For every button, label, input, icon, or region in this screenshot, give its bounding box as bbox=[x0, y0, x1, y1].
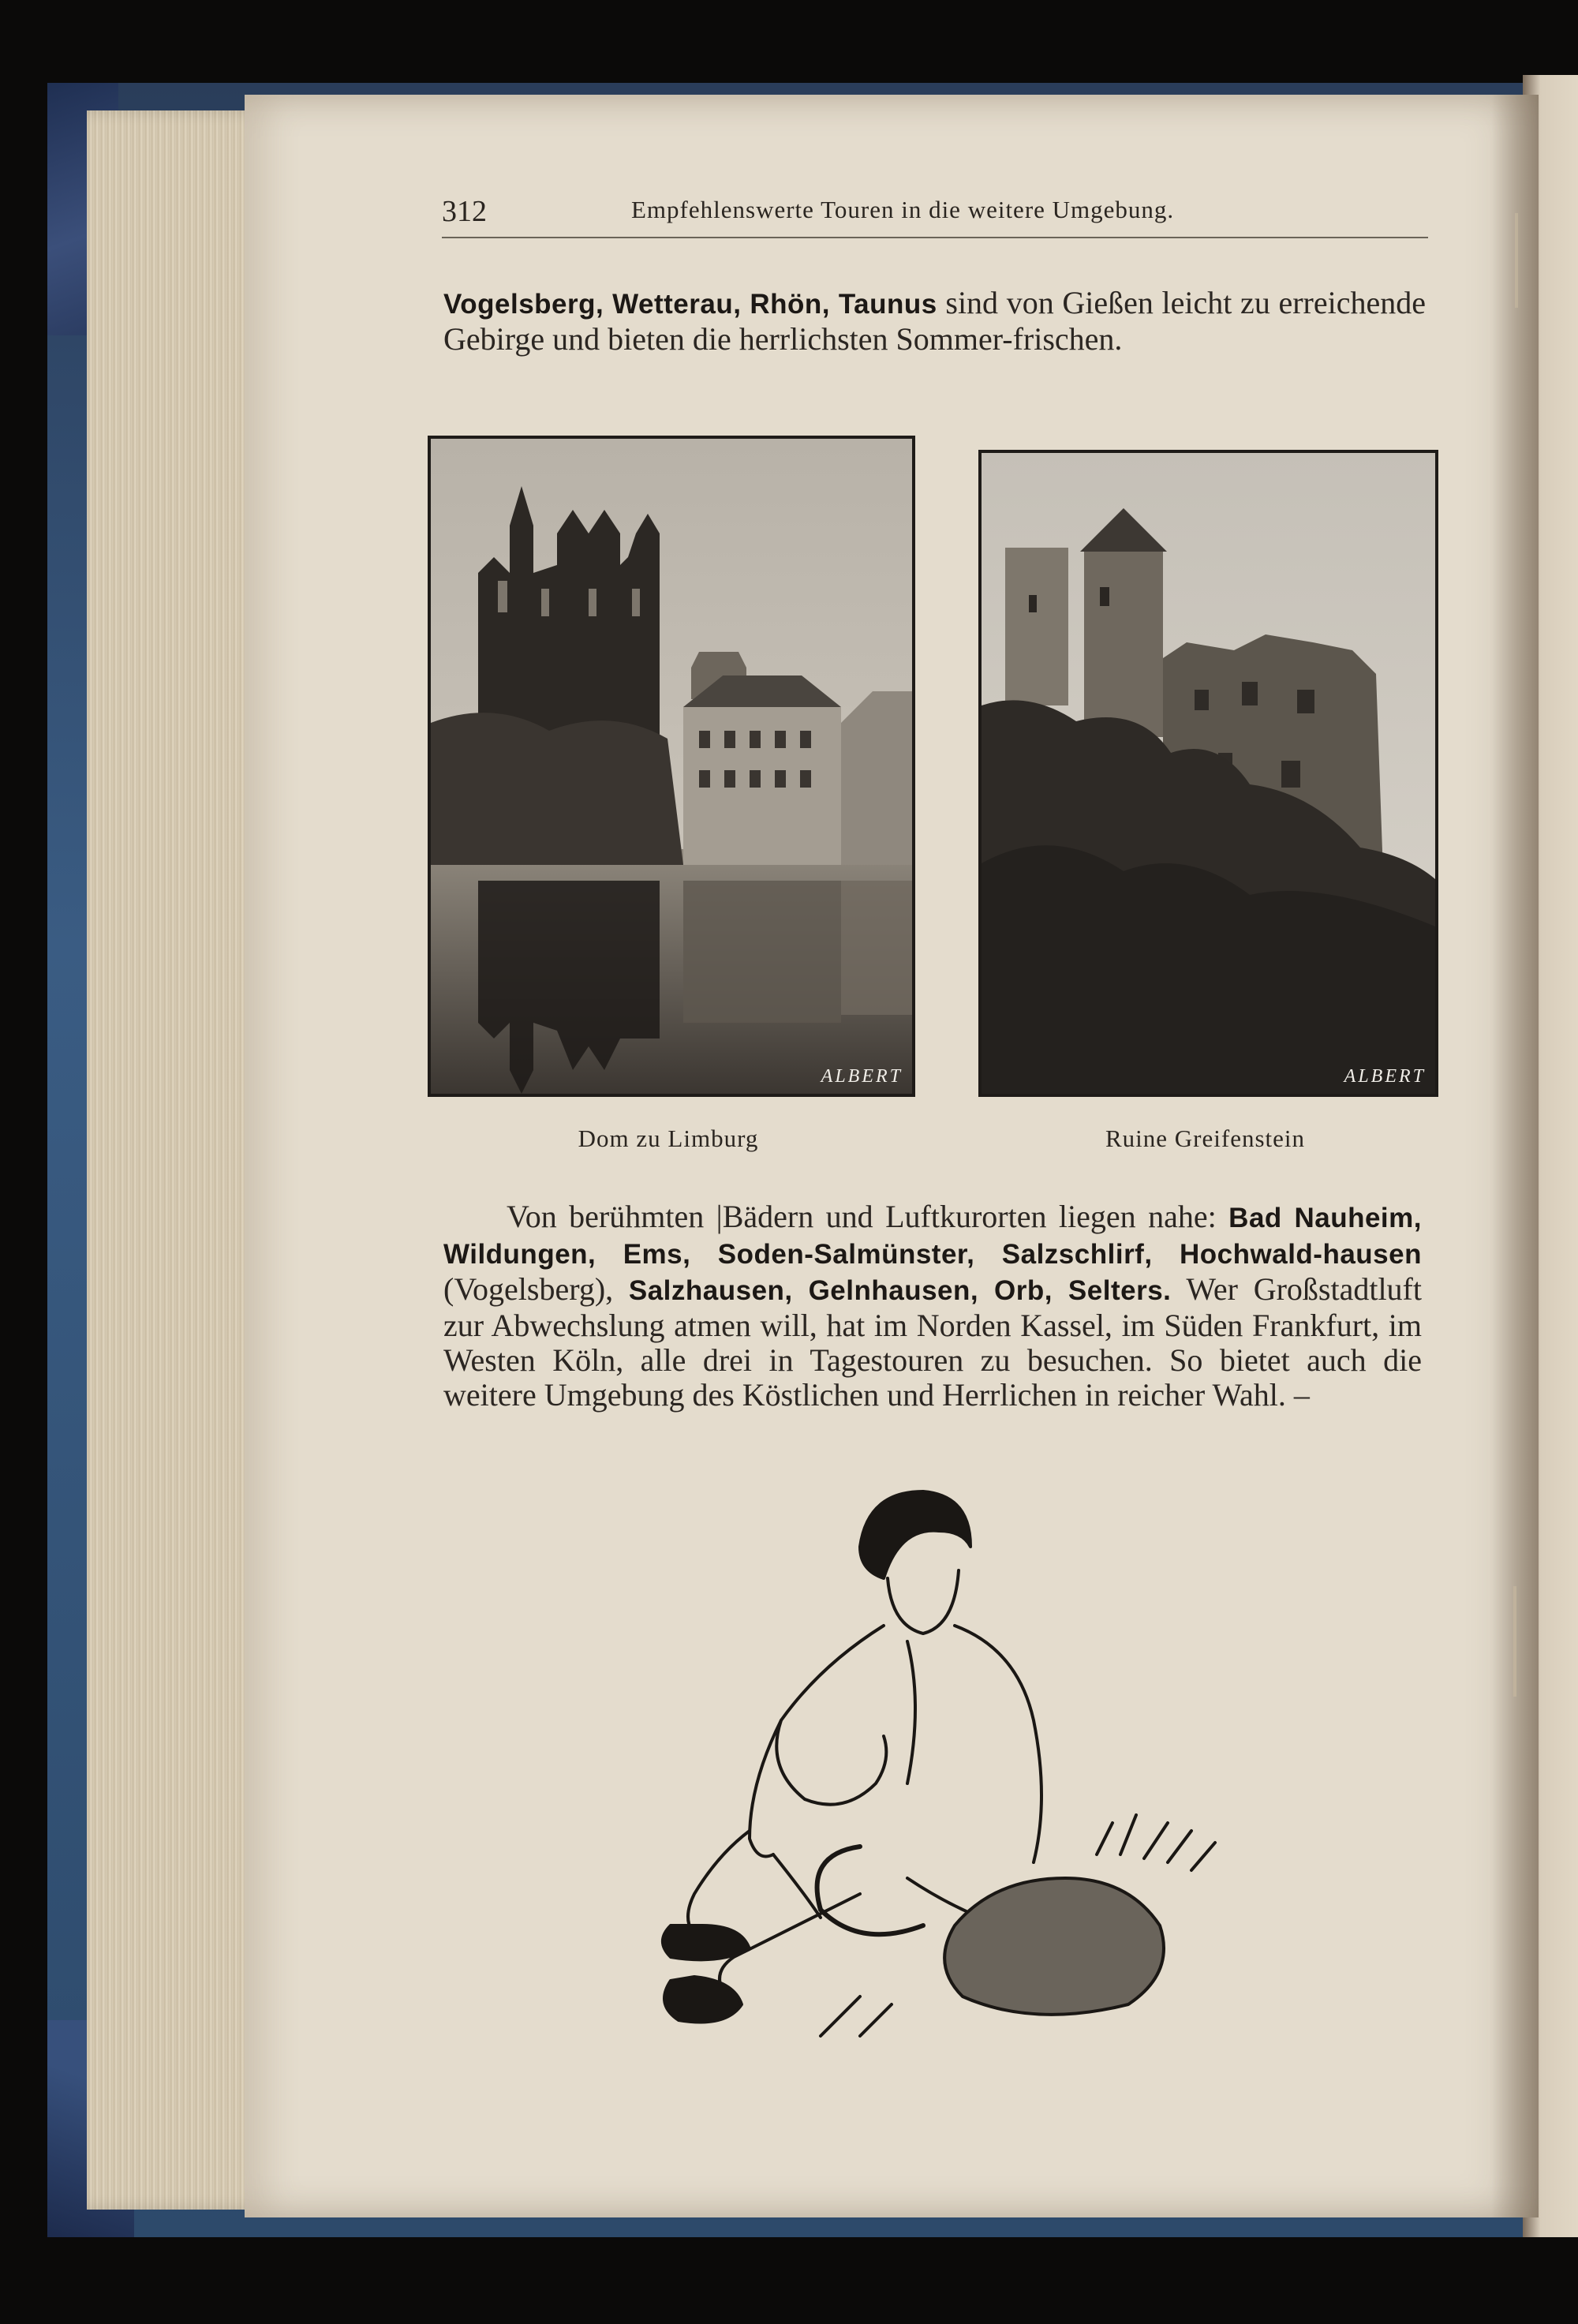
intro-regions: Vogelsberg, Wetterau, Rhön, Taunus bbox=[443, 289, 937, 320]
photo-signature: ALBERT bbox=[821, 1066, 903, 1087]
running-head-title: Empfehlenswerte Touren in die weitere Umgebung. bbox=[631, 196, 1175, 223]
spa-list: Bad Nauheim, Wildungen, Ems, Soden-Salmünster, Salzschlirf, Hochwald-hausen bbox=[443, 1203, 1422, 1270]
caption-greifenstein: Ruine Greifenstein bbox=[1105, 1125, 1305, 1152]
caption-limburg: Dom zu Limburg bbox=[578, 1125, 759, 1152]
main-paragraph bbox=[443, 1199, 1422, 1413]
spine-shadow bbox=[1491, 95, 1539, 2217]
photo-greifenstein-ruin bbox=[978, 450, 1438, 1097]
para-lead: Von berühmten |Bädern und Luftkurorten liegen nahe: bbox=[507, 1199, 1229, 1234]
paper-stain bbox=[1515, 213, 1518, 308]
page-number: 312 bbox=[442, 195, 487, 228]
running-head bbox=[442, 189, 1428, 238]
intro-paragraph bbox=[443, 286, 1426, 357]
para-rest: Wer Großstadtluft zur Abwechslung atmen will, hat im Norden Kassel, im Süden Frankfurt, im Westen Köln, alle drei in Tagestouren zu besuchen. So bietet auch die weitere Umgebung des Köstlichen und Herrlichen in reicher Wahl. – bbox=[443, 1271, 1422, 1413]
cathedral-illustration bbox=[431, 439, 912, 1094]
photo-signature: ALBERT bbox=[1344, 1066, 1426, 1087]
paper-stain bbox=[1513, 1586, 1516, 1697]
photo-limburg-cathedral bbox=[428, 436, 915, 1097]
sitting-man-drawing bbox=[623, 1484, 1231, 2060]
page-edges bbox=[87, 110, 268, 2210]
intro-text: sind von Gießen leicht zu erreichende Gebirge und bieten die herrlichsten Sommer-frischen. bbox=[443, 285, 1426, 357]
para-mid: (Vogelsberg), bbox=[443, 1271, 629, 1307]
castle-ruin-illustration bbox=[982, 453, 1435, 1094]
spa-list-2: Salzhausen, Gelnhausen, Orb, Selters. bbox=[628, 1275, 1172, 1306]
